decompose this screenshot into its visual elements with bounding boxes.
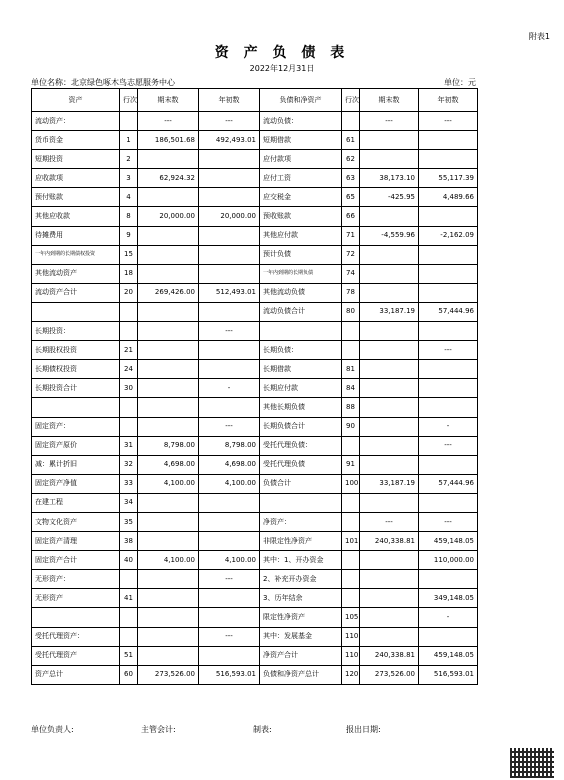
liability-begin-value [419,398,478,417]
asset-end-value [138,322,199,341]
asset-line-no: 32 [120,455,138,474]
asset-name: 无形资产 [32,589,120,608]
column-header: 行次 [120,89,138,112]
liability-name: 负债和净资产总计 [260,665,342,684]
asset-end-value [138,589,199,608]
liability-name: 受托代理负债 [260,455,342,474]
asset-end-value [138,226,199,245]
asset-begin-value: 512,493.01 [199,283,260,302]
liability-end-value [360,398,419,417]
liability-name: 其他长期负债 [260,398,342,417]
asset-begin-value: - [199,379,260,398]
liability-line-no: 91 [342,455,360,474]
asset-line-no: 1 [120,131,138,150]
liability-line-no: 110 [342,646,360,665]
liability-end-value [360,150,419,169]
liability-name: 其中：发展基金 [260,627,342,646]
table-row [32,646,478,665]
asset-line-no: 30 [120,379,138,398]
liability-begin-value: 459,148.05 [419,532,478,551]
asset-end-value [138,398,199,417]
liability-begin-value: 57,444.96 [419,302,478,321]
column-header: 负债和净资产 [260,89,342,112]
asset-end-value: 8,798.00 [138,436,199,455]
liability-begin-value [419,150,478,169]
table-row [32,417,478,436]
asset-name: 在建工程 [32,493,120,512]
asset-line-no [120,398,138,417]
asset-name: 长期债权投资 [32,360,120,379]
liability-begin-value: - [419,608,478,627]
liability-end-value [360,455,419,474]
liability-name: 短期借款 [260,131,342,150]
unit-name: 单位名称：北京绿色啄木鸟志愿服务中心 [31,78,175,87]
asset-begin-value: 8,798.00 [199,436,260,455]
asset-end-value [138,493,199,512]
liability-name: 长期应付款 [260,379,342,398]
liability-name: 其他应付款 [260,226,342,245]
asset-name: 无形资产： [32,570,120,589]
footer-report-date: 报出日期: [346,725,381,734]
asset-begin-value [199,646,260,665]
liability-end-value: -425.95 [360,188,419,207]
table-row [32,226,478,245]
asset-end-value [138,341,199,360]
asset-begin-value: --- [199,322,260,341]
liability-begin-value: 57,444.96 [419,474,478,493]
liability-end-value [360,283,419,302]
table-row [32,322,478,341]
liability-line-no: 110 [342,627,360,646]
report-date: 2022年12月31日 [249,64,315,73]
asset-line-no [120,417,138,436]
liability-name: 3、历年结余 [260,589,342,608]
asset-line-no: 60 [120,665,138,684]
table-row [32,551,478,570]
liability-name: 2、补充开办资金 [260,570,342,589]
asset-line-no: 15 [120,245,138,264]
asset-begin-value [199,169,260,188]
liability-name: 预收账款 [260,207,342,226]
asset-begin-value [199,245,260,264]
asset-end-value [138,417,199,436]
liability-begin-value: -2,162.09 [419,226,478,245]
column-header: 行次 [342,89,360,112]
table-row [32,112,478,131]
liability-begin-value [419,379,478,398]
currency-unit: 单位：元 [444,78,476,87]
asset-name: 受托代理资产： [32,627,120,646]
liability-line-no: 71 [342,226,360,245]
liability-begin-value: 459,148.05 [419,646,478,665]
liability-line-no [342,589,360,608]
asset-name: 固定资产原价 [32,436,120,455]
asset-end-value [138,627,199,646]
asset-name [32,608,120,627]
footer-preparer: 制表: [253,725,272,734]
asset-line-no [120,608,138,627]
asset-name: 受托代理资产 [32,646,120,665]
liability-end-value: --- [360,112,419,131]
asset-end-value: 269,426.00 [138,283,199,302]
asset-end-value: 4,100.00 [138,551,199,570]
asset-name: 一年内到期的长期债权投资 [32,245,120,264]
liability-line-no: 90 [342,417,360,436]
table-row [32,455,478,474]
asset-begin-value [199,341,260,360]
column-header: 期末数 [360,89,419,112]
liability-begin-value [419,455,478,474]
asset-begin-value [199,493,260,512]
liability-line-no [342,322,360,341]
asset-end-value [138,570,199,589]
table-row [32,474,478,493]
liability-begin-value: 4,489.66 [419,188,478,207]
table-row [32,608,478,627]
asset-end-value [138,264,199,283]
liability-begin-value: - [419,417,478,436]
liability-end-value [360,627,419,646]
liability-begin-value [419,264,478,283]
asset-name: 待摊费用 [32,226,120,245]
asset-line-no: 20 [120,283,138,302]
table-row [32,264,478,283]
liability-begin-value: 349,148.05 [419,589,478,608]
footer-principal: 单位负责人: [31,725,74,734]
asset-line-no: 3 [120,169,138,188]
liability-name: 限定性净资产 [260,608,342,627]
liability-name: 应付款项 [260,150,342,169]
liability-end-value [360,589,419,608]
liability-name [260,493,342,512]
liability-end-value [360,360,419,379]
qr-code-icon [510,748,554,778]
asset-end-value: 186,501.68 [138,131,199,150]
liability-line-no: 66 [342,207,360,226]
asset-name: 文物文化资产 [32,512,120,531]
asset-name: 固定资产净值 [32,474,120,493]
liability-name: 净资产： [260,512,342,531]
asset-begin-value [199,589,260,608]
table-row [32,341,478,360]
asset-begin-value [199,264,260,283]
liability-name: 净资产合计 [260,646,342,665]
table-row [32,436,478,455]
asset-name: 其他应收款 [32,207,120,226]
liability-end-value [360,264,419,283]
asset-line-no: 8 [120,207,138,226]
liability-line-no: 101 [342,532,360,551]
liability-name: 应交税金 [260,188,342,207]
liability-begin-value: 516,593.01 [419,665,478,684]
asset-name: 货币资金 [32,131,120,150]
liability-line-no: 61 [342,131,360,150]
asset-begin-value: 4,100.00 [199,551,260,570]
table-row [32,532,478,551]
liability-name [260,322,342,341]
asset-begin-value [199,302,260,321]
liability-end-value [360,379,419,398]
asset-line-no: 38 [120,532,138,551]
asset-begin-value [199,188,260,207]
liability-name: 非限定性净资产 [260,532,342,551]
asset-name: 其他流动资产 [32,264,120,283]
asset-name: 资产总计 [32,665,120,684]
asset-name: 长期股权投资 [32,341,120,360]
liability-end-value: -4,559.96 [360,226,419,245]
liability-end-value: 240,338.81 [360,646,419,665]
liability-end-value: 38,173.10 [360,169,419,188]
asset-begin-value [199,512,260,531]
asset-end-value [138,150,199,169]
table-row [32,302,478,321]
asset-begin-value: --- [199,570,260,589]
liability-begin-value [419,131,478,150]
liability-end-value [360,131,419,150]
liability-line-no: 88 [342,398,360,417]
asset-begin-value: 516,593.01 [199,665,260,684]
page-title: 资 产 负 债 表 [214,45,350,61]
liability-line-no [342,551,360,570]
liability-line-no: 74 [342,264,360,283]
asset-name [32,302,120,321]
asset-line-no: 9 [120,226,138,245]
column-header: 资产 [32,89,120,112]
asset-line-no: 4 [120,188,138,207]
asset-name: 长期投资合计 [32,379,120,398]
liability-line-no: 81 [342,360,360,379]
asset-end-value [138,608,199,627]
asset-line-no: 18 [120,264,138,283]
asset-end-value: --- [138,112,199,131]
asset-name: 固定资产合计 [32,551,120,570]
asset-end-value [138,379,199,398]
liability-begin-value: --- [419,112,478,131]
table-row [32,570,478,589]
asset-line-no: 24 [120,360,138,379]
asset-end-value [138,512,199,531]
liability-begin-value [419,570,478,589]
asset-name: 预付账款 [32,188,120,207]
asset-end-value [138,532,199,551]
asset-line-no: 41 [120,589,138,608]
table-row [32,665,478,684]
asset-name: 减：累计折旧 [32,455,120,474]
asset-begin-value: 4,698.00 [199,455,260,474]
asset-begin-value [199,532,260,551]
table-row [32,379,478,398]
asset-name [32,398,120,417]
asset-end-value [138,646,199,665]
asset-line-no [120,627,138,646]
table-row [32,493,478,512]
liability-end-value: 33,187.19 [360,302,419,321]
asset-name: 固定资产清理 [32,532,120,551]
asset-line-no: 33 [120,474,138,493]
liability-line-no: 120 [342,665,360,684]
liability-end-value [360,493,419,512]
liability-name: 长期负债合计 [260,417,342,436]
asset-line-no [120,112,138,131]
liability-line-no: 80 [342,302,360,321]
liability-line-no: 63 [342,169,360,188]
liability-begin-value: --- [419,341,478,360]
table-row [32,360,478,379]
column-header: 年初数 [419,89,478,112]
asset-name: 长期投资： [32,322,120,341]
liability-begin-value [419,207,478,226]
liability-line-no: 100 [342,474,360,493]
asset-begin-value: --- [199,627,260,646]
asset-begin-value: --- [199,417,260,436]
asset-begin-value [199,360,260,379]
asset-line-no: 51 [120,646,138,665]
asset-end-value: 273,526.00 [138,665,199,684]
table-row [32,398,478,417]
asset-name: 短期投资 [32,150,120,169]
liability-line-no [342,570,360,589]
liability-line-no: 78 [342,283,360,302]
footer-accountant: 主管会计: [141,725,176,734]
asset-line-no [120,322,138,341]
table-row [32,207,478,226]
asset-end-value: 20,000.00 [138,207,199,226]
liability-end-value [360,207,419,226]
liability-line-no [342,436,360,455]
liability-begin-value [419,627,478,646]
liability-name: 其他流动负债 [260,283,342,302]
table-row [32,169,478,188]
attachment-label: 附表1 [528,32,550,41]
liability-name: 流动负债： [260,112,342,131]
asset-end-value [138,188,199,207]
asset-begin-value: 492,493.01 [199,131,260,150]
liability-line-no: 84 [342,379,360,398]
asset-begin-value [199,398,260,417]
table-row [32,627,478,646]
liability-line-no [342,493,360,512]
liability-begin-value: 55,117.39 [419,169,478,188]
liability-end-value [360,570,419,589]
liability-end-value [360,341,419,360]
table-row [32,188,478,207]
liability-end-value: 240,338.81 [360,532,419,551]
asset-begin-value [199,150,260,169]
liability-begin-value [419,360,478,379]
liability-end-value [360,417,419,436]
asset-end-value: 62,924.32 [138,169,199,188]
liability-begin-value: --- [419,436,478,455]
liability-begin-value [419,322,478,341]
liability-end-value: --- [360,512,419,531]
asset-end-value [138,245,199,264]
liability-name: 流动负债合计 [260,302,342,321]
column-header: 期末数 [138,89,199,112]
asset-line-no [120,570,138,589]
asset-line-no: 34 [120,493,138,512]
liability-name: 受托代理负债： [260,436,342,455]
asset-name: 流动资产合计 [32,283,120,302]
asset-begin-value [199,608,260,627]
column-header: 年初数 [199,89,260,112]
asset-line-no: 21 [120,341,138,360]
table-row [32,283,478,302]
asset-end-value [138,302,199,321]
table-row [32,512,478,531]
balance-sheet-table [31,88,478,685]
liability-begin-value [419,493,478,512]
liability-begin-value: 110,000.00 [419,551,478,570]
liability-line-no: 105 [342,608,360,627]
asset-name: 固定资产： [32,417,120,436]
table-row [32,131,478,150]
asset-end-value: 4,698.00 [138,455,199,474]
asset-end-value: 4,100.00 [138,474,199,493]
liability-begin-value [419,245,478,264]
liability-line-no: 62 [342,150,360,169]
liability-end-value [360,551,419,570]
liability-name: 长期借款 [260,360,342,379]
asset-begin-value: 20,000.00 [199,207,260,226]
liability-name: 其中：1、开办资金 [260,551,342,570]
table-header-row [32,89,478,112]
asset-line-no: 2 [120,150,138,169]
liability-line-no: 65 [342,188,360,207]
table-row [32,589,478,608]
liability-end-value: 273,526.00 [360,665,419,684]
liability-name: 预计负债 [260,245,342,264]
asset-line-no: 35 [120,512,138,531]
asset-end-value [138,360,199,379]
liability-name: 应付工资 [260,169,342,188]
liability-line-no [342,341,360,360]
asset-line-no: 31 [120,436,138,455]
liability-name: 负债合计 [260,474,342,493]
liability-begin-value: --- [419,512,478,531]
liability-line-no: 72 [342,245,360,264]
asset-begin-value: 4,100.00 [199,474,260,493]
asset-begin-value [199,226,260,245]
liability-end-value [360,322,419,341]
liability-end-value [360,608,419,627]
liability-end-value [360,436,419,455]
asset-line-no [120,302,138,321]
asset-name: 应收款项 [32,169,120,188]
liability-name: 一年内到期的长期负债 [260,264,342,283]
liability-name: 长期负债： [260,341,342,360]
table-row [32,150,478,169]
liability-end-value: 33,187.19 [360,474,419,493]
asset-line-no: 40 [120,551,138,570]
liability-begin-value [419,283,478,302]
asset-name: 流动资产： [32,112,120,131]
liability-line-no [342,512,360,531]
table-row [32,245,478,264]
liability-line-no [342,112,360,131]
liability-end-value [360,245,419,264]
asset-begin-value: --- [199,112,260,131]
